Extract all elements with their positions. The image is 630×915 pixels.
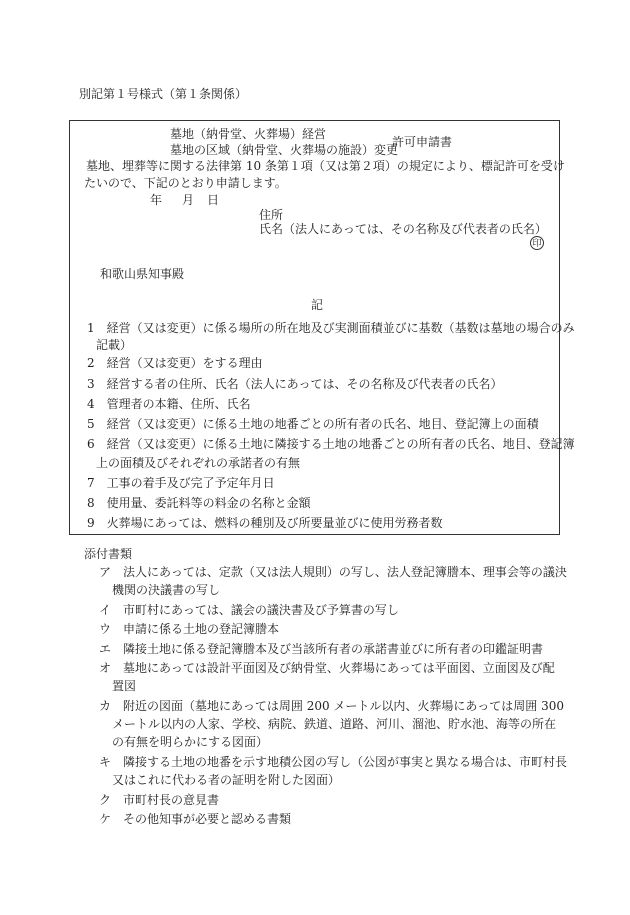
- list-item: 8 使用量、委託料等の料金の名称と金額: [87, 496, 311, 510]
- attachment-item: オ 墓地にあっては設計平面図及び納骨堂、火葬場にあっては平面図、立面図及び配: [99, 661, 555, 675]
- title-line-1: 墓地（納骨堂、火葬場）経営: [170, 127, 327, 141]
- addressee: 和歌山県知事殿: [100, 267, 185, 281]
- attachment-item-continuation: メートル以内の人家、学校、病院、鉄道、道路、河川、溜池、貯水池、海等の所在: [112, 717, 557, 731]
- list-item: 3 経営する者の住所、氏名（法人にあっては、その名称及び代表者の氏名）: [87, 377, 503, 391]
- list-item: 7 工事の着手及び完了予定年月日: [87, 476, 275, 490]
- lead-text-line-1: 墓地、埋葬等に関する法律第 10 条第１項（又は第２項）の規定により、標記許可を受け: [86, 159, 565, 173]
- attachment-item-continuation: 又はこれに代わる者の証明を附した図面）: [112, 773, 341, 787]
- attachment-item: ケ その他知事が必要と認める書類: [99, 812, 292, 826]
- attachment-item-continuation: 置図: [112, 679, 137, 693]
- date-day: 日: [207, 193, 220, 207]
- lead-text-line-2: たいので、下記のとおり申請します。: [84, 176, 287, 190]
- attachment-item: カ 附近の図面（墓地にあっては周囲 200 メートル以内、火葬場にあっては周囲 300: [99, 699, 565, 713]
- attachment-item: エ 隣接土地に係る登記簿謄本及び当該所有者の承諾書並びに所有者の印鑑証明書: [99, 642, 544, 656]
- attachment-item: イ 市町村にあっては、議会の議決書及び予算書の写し: [99, 603, 399, 617]
- list-item: 4 管理者の本籍、住所、氏名: [87, 397, 251, 411]
- list-item: 5 経営（又は変更）に係る土地の地番ごとの所有者の氏名、地目、登記簿上の面積: [87, 417, 539, 431]
- attachment-item: ク 市町村長の意見書: [99, 793, 220, 807]
- date-month: 月: [182, 193, 195, 207]
- seal-mark: 印: [530, 236, 544, 250]
- attachment-item: ウ 申請に係る土地の登記簿謄本: [99, 622, 280, 636]
- form-label: 別記第１号様式（第１条関係）: [79, 87, 248, 101]
- list-item-continuation: 記載）: [96, 338, 133, 352]
- title-line-2: 墓地の区域（納骨堂、火葬場の施設）変更: [170, 143, 399, 157]
- address-label: 住所: [259, 208, 284, 222]
- attachment-item-continuation: 機関の決議書の写し: [112, 583, 221, 597]
- list-item: 6 経営（又は変更）に係る土地に隣接する土地の地番ごとの所有者の氏名、地目、登記簿: [87, 437, 575, 451]
- list-item-continuation: 上の面積及びそれぞれの承諾者の有無: [96, 456, 301, 470]
- attachment-item: キ 隣接する土地の地番を示す地積公図の写し（公図が事実と異なる場合は、市町村長: [99, 755, 568, 769]
- attachments-heading: 添付書類: [84, 547, 133, 561]
- date-year: 年: [150, 193, 163, 207]
- name-label: 氏名（法人にあっては、その名称及び代表者の氏名）: [259, 222, 547, 236]
- list-item: 2 経営（又は変更）をする理由: [87, 356, 263, 370]
- list-item: 1 経営（又は変更）に係る場所の所在地及び実測面積並びに基数（基数は墓地の場合のみ: [87, 321, 575, 335]
- list-item: 9 火葬場にあっては、燃料の種別及び所要量並びに使用労務者数: [87, 516, 443, 530]
- title-suffix: 許可申請書: [392, 135, 453, 149]
- ki-heading: 記: [311, 298, 324, 312]
- attachment-item: ア 法人にあっては、定款（又は法人規則）の写し、法人登記簿謄本、理事会等の議決: [99, 565, 567, 579]
- attachment-item-continuation: の有無を明らかにする図面）: [112, 735, 269, 749]
